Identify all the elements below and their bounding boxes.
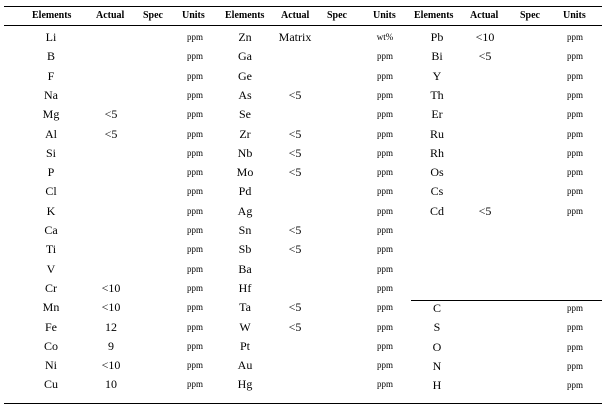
units-value: ppm bbox=[376, 225, 394, 235]
units-value: ppm bbox=[186, 32, 204, 42]
element-symbol: Fe bbox=[45, 319, 57, 334]
element-symbol: K bbox=[46, 203, 56, 218]
units-value: ppm bbox=[186, 360, 204, 371]
actual-value: 10 bbox=[105, 377, 117, 392]
element-symbol: Sn bbox=[238, 223, 252, 237]
element-symbol: W bbox=[239, 319, 251, 334]
element-symbol: Zn bbox=[238, 30, 252, 44]
units-value: ppm bbox=[566, 128, 584, 139]
units-value: ppm bbox=[376, 263, 394, 274]
element-symbol: Ca bbox=[44, 223, 58, 237]
element-symbol: Hg bbox=[237, 377, 253, 392]
header-units-1: Units bbox=[182, 10, 205, 21]
actual-value: <5 bbox=[288, 87, 302, 102]
actual-value: <10 bbox=[475, 30, 495, 44]
units-value: ppm bbox=[186, 282, 204, 293]
units-value: ppm bbox=[566, 380, 584, 391]
actual-value: Matrix bbox=[278, 30, 312, 44]
header-units-3: Units bbox=[563, 10, 586, 21]
element-symbol: F bbox=[47, 68, 55, 83]
element-symbol: Bi bbox=[431, 49, 443, 64]
units-value: ppm bbox=[376, 340, 394, 351]
units-value: ppm bbox=[376, 244, 394, 255]
units-value: ppm bbox=[376, 186, 394, 197]
units-value: ppm bbox=[566, 341, 584, 352]
actual-value: <5 bbox=[288, 300, 302, 315]
units-value: ppm bbox=[566, 360, 584, 371]
units-value: ppm bbox=[186, 321, 204, 332]
header-underline bbox=[4, 25, 602, 26]
units-value: ppm bbox=[186, 167, 204, 178]
header-units-2: Units bbox=[373, 10, 396, 21]
element-symbol: Li bbox=[45, 30, 57, 44]
units-value: ppm bbox=[376, 51, 394, 62]
units-value: ppm bbox=[376, 302, 394, 313]
actual-value: <10 bbox=[101, 300, 121, 315]
units-value: ppm bbox=[376, 360, 394, 371]
element-symbol: Hf bbox=[238, 280, 252, 295]
header-spec-1: Spec bbox=[143, 10, 163, 21]
actual-value: 12 bbox=[105, 319, 117, 334]
header-spec-2: Spec bbox=[327, 10, 347, 21]
units-value: ppm bbox=[186, 205, 204, 216]
units-value: ppm bbox=[566, 109, 584, 120]
element-symbol: Pd bbox=[238, 184, 252, 199]
units-value: ppm bbox=[186, 225, 204, 235]
units-value: wt% bbox=[376, 32, 394, 42]
element-symbol: Pb bbox=[430, 30, 444, 44]
units-value: ppm bbox=[566, 167, 584, 178]
units-value: ppm bbox=[566, 70, 584, 81]
header-actual-3: Actual bbox=[470, 10, 499, 21]
units-value: ppm bbox=[186, 263, 204, 274]
units-value: ppm bbox=[376, 205, 394, 216]
units-value: ppm bbox=[566, 89, 584, 100]
element-symbol: O bbox=[432, 339, 442, 354]
units-value: ppm bbox=[376, 147, 394, 158]
element-symbol: Mg bbox=[42, 107, 60, 122]
units-value: ppm bbox=[186, 379, 204, 390]
header-actual-2: Actual bbox=[281, 10, 310, 21]
element-symbol: Se bbox=[239, 107, 251, 122]
element-symbol: Ni bbox=[45, 358, 57, 373]
actual-value: <5 bbox=[478, 203, 492, 218]
element-symbol: Cu bbox=[43, 377, 59, 392]
units-value: ppm bbox=[186, 109, 204, 120]
element-symbol: Na bbox=[44, 87, 58, 102]
element-symbol: P bbox=[47, 165, 55, 180]
element-symbol: Ag bbox=[237, 203, 253, 218]
units-value: ppm bbox=[376, 282, 394, 293]
units-value: ppm bbox=[566, 303, 584, 313]
units-value: ppm bbox=[566, 32, 584, 42]
units-value: ppm bbox=[566, 322, 584, 333]
units-value: ppm bbox=[376, 70, 394, 81]
units-value: ppm bbox=[186, 51, 204, 62]
element-symbol: Si bbox=[45, 145, 57, 160]
units-value: ppm bbox=[376, 321, 394, 332]
element-symbol: S bbox=[433, 320, 441, 335]
header-elements-2: Elements bbox=[225, 10, 265, 21]
element-symbol: Cr bbox=[45, 280, 57, 295]
element-symbol: Er bbox=[431, 107, 443, 122]
actual-value: <5 bbox=[288, 145, 302, 160]
actual-value: <10 bbox=[101, 280, 121, 295]
actual-value: <5 bbox=[288, 319, 302, 334]
element-symbol: Ba bbox=[238, 261, 252, 276]
element-symbol: V bbox=[46, 261, 56, 276]
element-symbol: Ga bbox=[238, 49, 252, 64]
units-value: ppm bbox=[186, 340, 204, 351]
element-symbol: Cl bbox=[45, 184, 57, 199]
element-symbol: Al bbox=[45, 126, 57, 141]
element-symbol: Os bbox=[430, 165, 444, 180]
units-value: ppm bbox=[186, 244, 204, 255]
units-value: ppm bbox=[186, 128, 204, 139]
actual-value: <5 bbox=[288, 126, 302, 141]
element-symbol: Au bbox=[237, 358, 253, 373]
units-value: ppm bbox=[376, 167, 394, 178]
units-value: ppm bbox=[376, 379, 394, 390]
actual-value: <5 bbox=[104, 126, 118, 141]
element-symbol: Y bbox=[432, 68, 442, 83]
element-symbol: N bbox=[432, 358, 442, 373]
actual-value: <5 bbox=[288, 165, 302, 180]
header-actual-1: Actual bbox=[96, 10, 125, 21]
units-value: ppm bbox=[186, 89, 204, 100]
element-symbol: C bbox=[432, 301, 442, 315]
element-symbol: Pt bbox=[239, 338, 251, 353]
element-symbol: B bbox=[46, 49, 56, 64]
header-spec-3: Spec bbox=[520, 10, 540, 21]
actual-value: <10 bbox=[101, 358, 121, 373]
units-value: ppm bbox=[566, 51, 584, 62]
units-value: ppm bbox=[376, 128, 394, 139]
element-symbol: Ru bbox=[429, 126, 445, 141]
element-symbol: Sb bbox=[238, 242, 252, 257]
actual-value: 9 bbox=[108, 338, 114, 353]
element-symbol: Cd bbox=[429, 203, 445, 218]
element-symbol: As bbox=[238, 87, 252, 102]
element-symbol: Rh bbox=[429, 145, 445, 160]
units-value: ppm bbox=[186, 302, 204, 313]
units-value: ppm bbox=[186, 147, 204, 158]
element-symbol: Mo bbox=[236, 165, 254, 180]
actual-value: <5 bbox=[104, 107, 118, 122]
units-value: ppm bbox=[566, 147, 584, 158]
element-symbol: H bbox=[432, 378, 442, 393]
element-symbol: Zr bbox=[239, 126, 251, 141]
element-symbol: Ge bbox=[238, 68, 252, 83]
element-symbol: Co bbox=[43, 338, 59, 353]
actual-value: <5 bbox=[478, 49, 492, 64]
units-value: ppm bbox=[376, 89, 394, 100]
element-symbol: Ti bbox=[45, 242, 57, 257]
table-bottom-border bbox=[4, 403, 602, 404]
actual-value: <5 bbox=[288, 223, 302, 237]
units-value: ppm bbox=[376, 109, 394, 120]
units-value: ppm bbox=[186, 186, 204, 197]
units-value: ppm bbox=[566, 186, 584, 197]
element-symbol: Nb bbox=[237, 145, 253, 160]
element-symbol: Th bbox=[430, 87, 444, 102]
element-symbol: Ta bbox=[239, 300, 251, 315]
units-value: ppm bbox=[186, 70, 204, 81]
header-elements-1: Elements bbox=[32, 10, 72, 21]
table-top-border bbox=[4, 6, 602, 7]
header-elements-3: Elements bbox=[414, 10, 454, 21]
element-symbol: Cs bbox=[430, 184, 444, 199]
actual-value: <5 bbox=[288, 242, 302, 257]
units-value: ppm bbox=[566, 205, 584, 216]
element-symbol: Mn bbox=[42, 300, 60, 315]
